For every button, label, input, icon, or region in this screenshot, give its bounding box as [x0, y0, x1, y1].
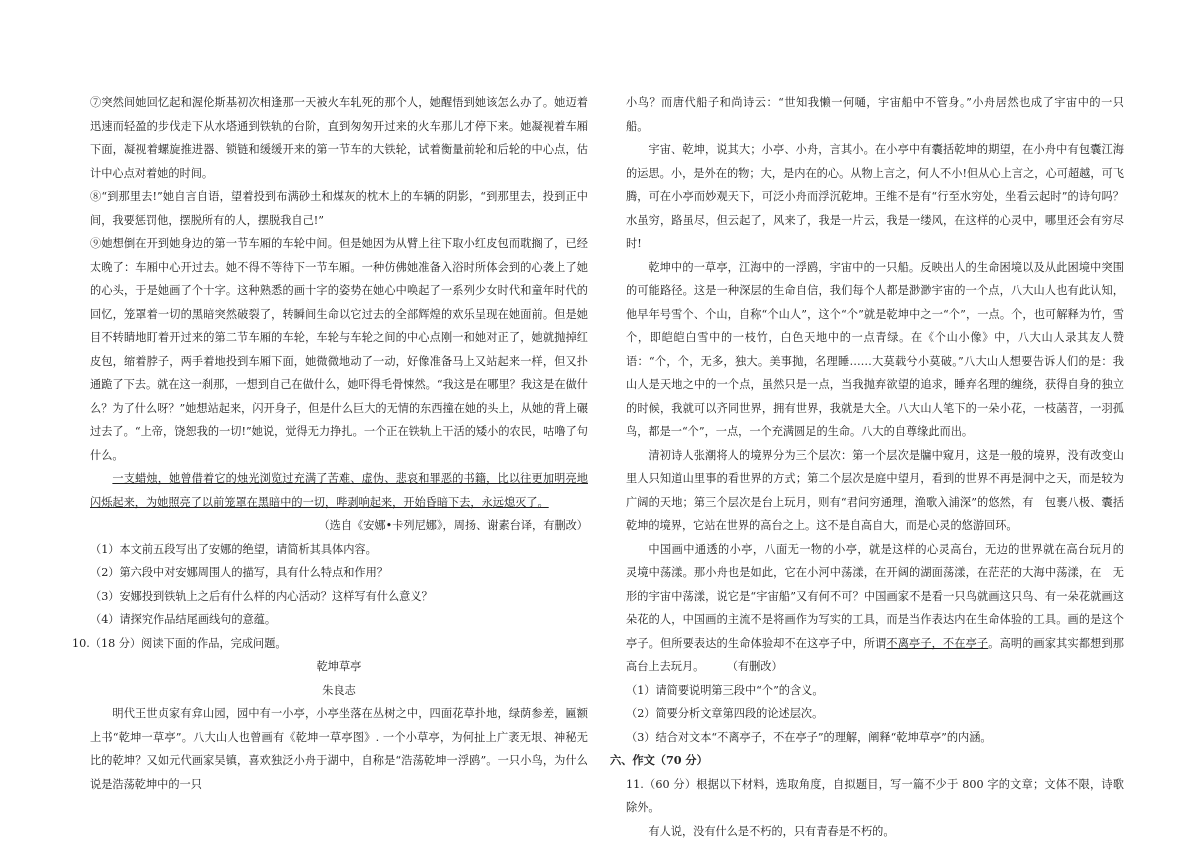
source-note: （选自《安娜•卡列尼娜》，周扬、谢素台译，有删改）: [318, 519, 588, 532]
right-column: [610, 91, 1136, 843]
question-11: 11.（60 分）根据以下材料，选取角度，自拟题目，写一篇不少于 800 字的文章；文体不限，诗歌除外。: [626, 777, 1124, 814]
essay-paragraph-5-text: 中国画中通透的小亭，八面无一物的小亭，就是这样的心灵高台，无边的世界就在高台玩月的 灵境中荡漾。那小舟也是如此，它在小河中荡漾，在开阔的湖面荡漾，在茫茫的大海中荡漾，在 无形的宇宙中荡漾，说它是“宇宙船”又有何不可？中国画家不是看一只鸟就画这只鸟、有一朵花就画这朵花的人，中国画的主流不是将画作为写实的工具，而是当作表达内在生命体验的工具。画的是这个亭子。但所要表达的生命体验却不在这亭子中，所谓: [626, 542, 1136, 650]
left-column: [72, 91, 588, 796]
question-10-1: （1）请简要说明第三段中“个”的含义。: [626, 683, 824, 697]
essay-title: 乾坤草亭: [316, 660, 362, 673]
essay-paragraph-5: [626, 538, 1136, 679]
essay-paragraph-4: 清初诗人张潮将人的境界分为三个层次：第一个层次是牖中窥月，这是一般的境界，没有改变山里人只知道山里事的看世界的方式；第二个层次是庭中望月，看到的世界不再是洞中之天，而是较为广阔的天地；第三个层次是台上玩月，则有“君问穷通理，渔歌入浦深”的悠然，有 包裹八极、囊括乾坤的境界，它站在世界的高台之上。这不是自高自大，而是心灵的悠游回环。: [626, 448, 1124, 532]
underlined-ending-sentence: 一支蜡烛，她曾借着它的烛光浏览过充满了苦难、虚伪、悲哀和罪恶的书籍，比以往更加明亮地闪烁起来，为她照亮了以前笼罩在黑暗中的一切，哔剥响起来，开始昏暗下去，永远熄灭了。: [90, 472, 588, 509]
question-9-3: （3）安娜投到铁轨上之后有什么样的内心活动？这样写有什么意义？: [90, 589, 433, 603]
paragraph-7: ⑦突然间她回忆起和渥伦斯基初次相逢那一天被火车轧死的那个人，她醒悟到她该怎么办了。她迈着迅速而轻盈的步伐走下从水塔通到铁轨的台阶，直到匆匆开过来的火车那儿才停下来。她凝视着车厢下面，凝视着螺旋推进器、锁链和缓缓开来的第一节车的大铁轮，试着衡量前轮和后轮的中心点，估计中心点对着她的时间。: [90, 96, 588, 180]
essay-material: 有人说，没有什么是不朽的，只有青春是不朽的。: [648, 824, 895, 838]
essay-paragraph-2: 宇宙、乾坤，说其大；小亭、小舟，言其小。在小亭中有囊括乾坤的期望，在小舟中有包囊江海的运思。小，是外在的物；大，是内在的心。从物上言之，何人不小!但从心上言之，心可超越，可飞腾，可在小亭而妙观天下，可泛小舟而浮沉乾坤。王维不是有“行至水穷处，坐看云起时”的诗句吗？水虽穷，路虽尽，但云起了，风来了，我是一片云，我是一缕风，在这样的心灵中，哪里还会有穷尽时!: [626, 143, 1124, 250]
deletion-note: （有删改）: [732, 660, 783, 673]
essay-paragraph-1: 明代王世贞家有弇山园，园中有一小亭，小亭坐落在丛树之中，四面花草扑地，绿荫参差，匾额上书“乾坤一草亭”。八大山人也曾画有《乾坤一草亭图》. 一个小草亭，为何扯上广袤无垠、神秘无比的乾坤？又如元代画家吴镇，喜欢独泛小舟于湖中，自称是“浩荡乾坤一浮鸥”。一只小鸟，为什么说是浩荡乾坤中的一只: [90, 707, 588, 791]
underlined-phrase: 不离亭子，不在亭子: [886, 636, 989, 650]
paragraph-9: ⑨她想倒在开到她身边的第一节车厢的车轮中间。但是她因为从臂上往下取小红皮包而耽搁了，已经太晚了：车厢中心开过去。她不得不等待下一节车厢。一种仿佛她准备入浴时所体会到的心袭上了她的心头，于是她画了个十字。这种熟悉的画十字的姿势在她心中唤起了一系列少女时代和童年时代的回忆，笼罩着一切的黑暗突然破裂了，转瞬间生命以它过去的全部辉煌的欢乐呈现在她面前。但是她目不转睛地盯着开过来的第二节车厢的车轮，车轮与车轮之间的中心点刚一和她对正了，她就抛掉红皮包，缩着脖子，两手着地投到车厢下面，她微微地动了一动，好像准备马上又站起来一样，但又扑通跪了下去。就在这一刹那，一想到自己在做什么，她吓得毛骨悚然。“我这是在哪里？我这是在做什么？为了什么呀？”她想站起来，闪开身子，但是什么巨大的无情的东西撞在她的头上，从她的背上碾过去了。“上帝，饶恕我的一切!”她说，觉得无力挣扎。一个正在铁轨上干活的矮小的农民，咕噜了句什么。: [90, 237, 588, 462]
question-9-4: （4）请探究作品结尾画线句的意蕴。: [90, 613, 277, 626]
paragraph-8: ⑧“到那里去!”她自言自语，望着投到布满砂土和煤灰的枕木上的车辆的阴影，“到那里去，投到正中间，我要惩罚他，摆脱所有的人，摆脱我自己!”: [90, 190, 588, 227]
question-10-heading: 10.（18 分）阅读下面的作品，完成问题。: [72, 636, 287, 650]
section-6-heading: 六、作文（70 分）: [610, 753, 708, 767]
question-9-2: （2）第六段中对安娜周围人的描写，具有什么特点和作用？: [90, 566, 388, 579]
essay-author: 朱良志: [322, 683, 356, 697]
question-10-3: （3）结合对文本“不离亭子，不在亭子”的理解，阐释“乾坤草亭”的内涵。: [626, 730, 992, 744]
essay-paragraph-1-continued: 小鸟？而唐代船子和尚诗云：“世知我懒一何嗵，宇宙船中不管身。”小舟居然也成了宇宙中的一只船。: [626, 96, 1124, 133]
question-10-2: （2）简要分析文章第四段的论述层次。: [626, 707, 824, 720]
essay-paragraph-5-end: 。高明的画家其实都想到那高台上去玩月。: [626, 636, 1124, 673]
essay-paragraph-3: 乾坤中的一草亭，江海中的一浮鸥，宇宙中的一只船。反映出人的生命困境以及从此困境中突围的可能路径。这是一种深层的生命自信，我们每个人都是渺渺宇宙的一个点，八大山人也有此认知，他早年号雪个、个山，自称“个山人”，这个“个”就是乾坤中之一“个”，一点。个，也可解释为竹，雪个，即皑皑白雪中的一枝竹，白色天地中的一点青绿。在《个山小像》中，八大山人录其友人赞语：“个，个，无多，独大。美事抛，名理睡……大莫载兮小莫破。”八大山人想要告诉人们的是：我山人是天地之中的一个点，虽然只是一点，当我抛弃欲望的追求，睡弃名理的缠绕，获得自身的独立的时候，我就可以齐同世界，拥有世界，我就是大全。八大山人笔下的一朵小花，一枝菡苕，一羽孤鸟，都是一“个”，一点，一个充满圆足的生命。八大的自尊缘此而出。: [626, 260, 1124, 438]
question-9-1: （1）本文前五段写出了安娜的绝望，请简析其具体内容。: [90, 542, 377, 556]
